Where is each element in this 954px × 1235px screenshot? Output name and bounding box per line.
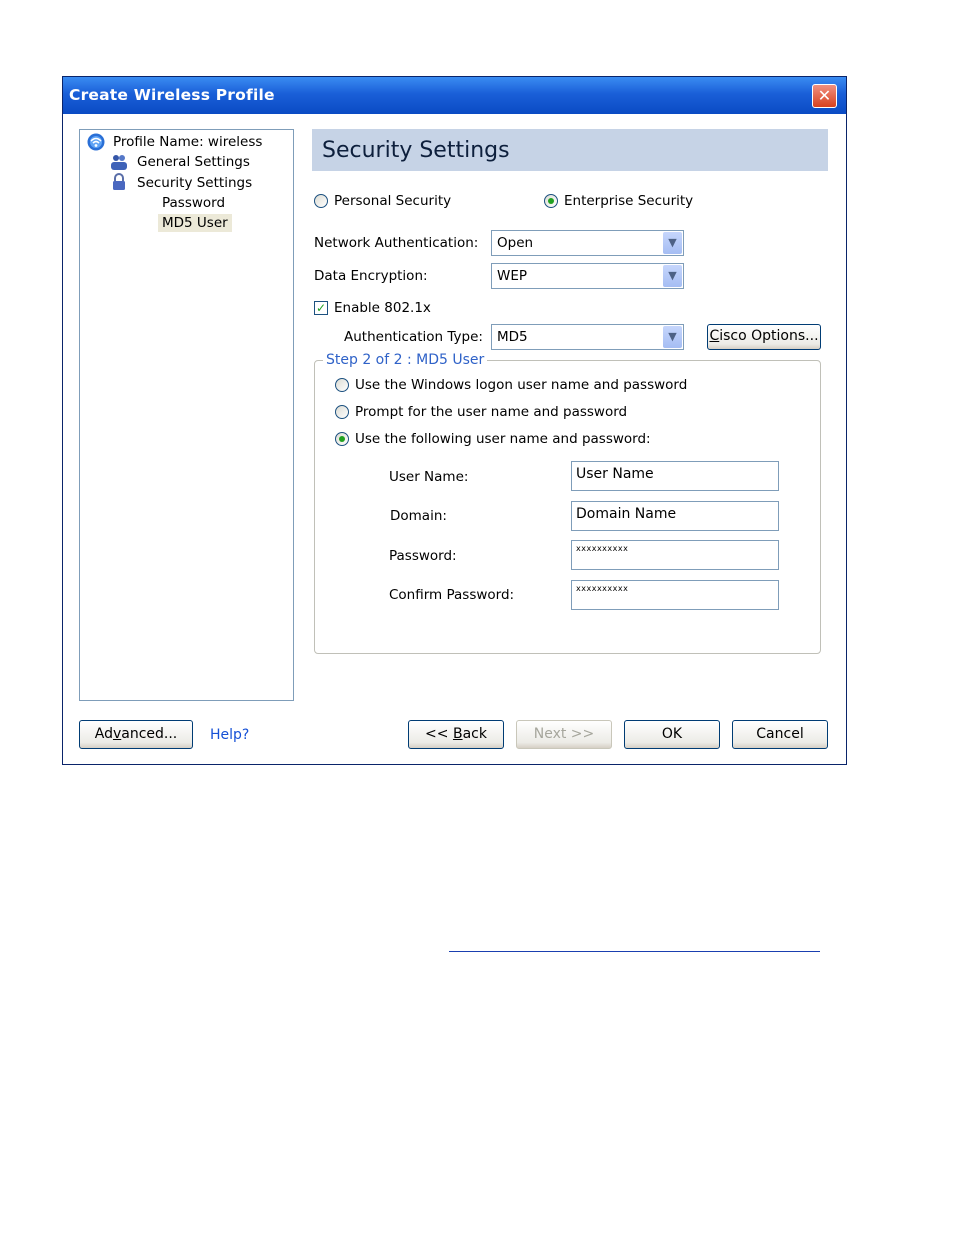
next-label: Next >> (533, 726, 595, 742)
advanced-label-post: anced... (121, 726, 178, 742)
group-legend: Step 2 of 2 : MD5 User (323, 352, 487, 368)
user-name-input[interactable] (571, 461, 779, 491)
chevron-down-icon[interactable]: ▼ (663, 326, 682, 348)
personal-security-radio[interactable] (314, 194, 328, 208)
tree-item-password[interactable]: Password (162, 195, 226, 211)
close-icon: ✕ (817, 86, 832, 105)
advanced-button[interactable] (79, 720, 193, 749)
prompt-radio[interactable] (335, 405, 349, 419)
use-following-radio[interactable] (335, 432, 349, 446)
confirm-password-label: Confirm Password: (389, 587, 515, 603)
md5-user-group (314, 352, 821, 654)
users-icon (110, 153, 128, 171)
checkmark-icon: ✓ (315, 301, 327, 315)
back-label-post: ack (462, 726, 487, 742)
data-encryption-value: WEP (497, 268, 528, 284)
enterprise-security-radio[interactable] (544, 194, 558, 208)
domain-label: Domain: (390, 508, 447, 524)
title-bar[interactable] (63, 77, 846, 114)
lock-icon (110, 173, 128, 191)
cancel-button[interactable] (732, 720, 828, 749)
windows-logon-radio[interactable] (335, 378, 349, 392)
tree-item-md5-user[interactable]: MD5 User (158, 214, 232, 232)
cisco-options-label: isco Options... (719, 328, 819, 344)
enable-8021x-label: Enable 802.1x (334, 300, 431, 316)
section-header (312, 129, 828, 171)
password-input[interactable] (571, 540, 779, 570)
cancel-label: Cancel (756, 726, 804, 742)
enable-8021x-checkbox[interactable] (314, 301, 328, 315)
back-label-pre: << (425, 726, 453, 742)
chevron-down-icon[interactable]: ▼ (663, 232, 682, 254)
tree-item-profile-name[interactable]: Profile Name: wireless (113, 134, 263, 150)
network-auth-value: Open (497, 235, 534, 251)
data-encryption-select[interactable] (491, 263, 684, 289)
ok-label: OK (661, 726, 683, 742)
advanced-label-pre: Ad (94, 726, 113, 742)
page-title: Security Settings (322, 138, 510, 163)
user-name-label: User Name: (389, 469, 469, 485)
use-following-label: Use the following user name and password: (355, 431, 651, 447)
wireless-icon (87, 133, 105, 151)
password-value: xxxxxxxxxx (576, 544, 629, 553)
tree-item-general-settings[interactable]: General Settings (137, 154, 250, 170)
personal-security-label: Personal Security (334, 193, 452, 209)
prompt-label: Prompt for the user name and password (355, 404, 628, 420)
window-title: Create Wireless Profile (69, 86, 275, 104)
user-name-value: User Name (576, 466, 654, 482)
windows-logon-label: Use the Windows logon user name and password (355, 377, 688, 393)
cisco-options-accel: C (709, 328, 720, 344)
back-button[interactable] (408, 720, 504, 749)
domain-value: Domain Name (576, 506, 677, 522)
network-auth-select[interactable] (491, 230, 684, 256)
network-auth-label: Network Authentication: (314, 235, 479, 251)
auth-type-select[interactable] (491, 324, 684, 350)
back-accel: B (452, 726, 463, 742)
chevron-down-icon[interactable]: ▼ (663, 265, 682, 287)
auth-type-label: Authentication Type: (344, 329, 483, 345)
tree-item-security-settings[interactable]: Security Settings (137, 175, 253, 191)
profile-tree (79, 129, 294, 701)
password-label: Password: (389, 548, 457, 564)
ok-button[interactable] (624, 720, 720, 749)
advanced-accel: v (112, 726, 122, 742)
confirm-password-input[interactable] (571, 580, 779, 610)
create-wireless-profile-window (62, 76, 847, 765)
confirm-password-value: xxxxxxxxxx (576, 584, 629, 593)
domain-input[interactable] (571, 501, 779, 531)
help-link[interactable]: Help? (210, 727, 250, 743)
close-button[interactable] (812, 84, 837, 108)
link-underline[interactable] (449, 951, 820, 952)
auth-type-value: MD5 (497, 329, 528, 345)
enterprise-security-label: Enterprise Security (564, 193, 694, 209)
next-button (516, 720, 612, 749)
data-encryption-label: Data Encryption: (314, 268, 428, 284)
cisco-options-button[interactable] (707, 324, 821, 350)
